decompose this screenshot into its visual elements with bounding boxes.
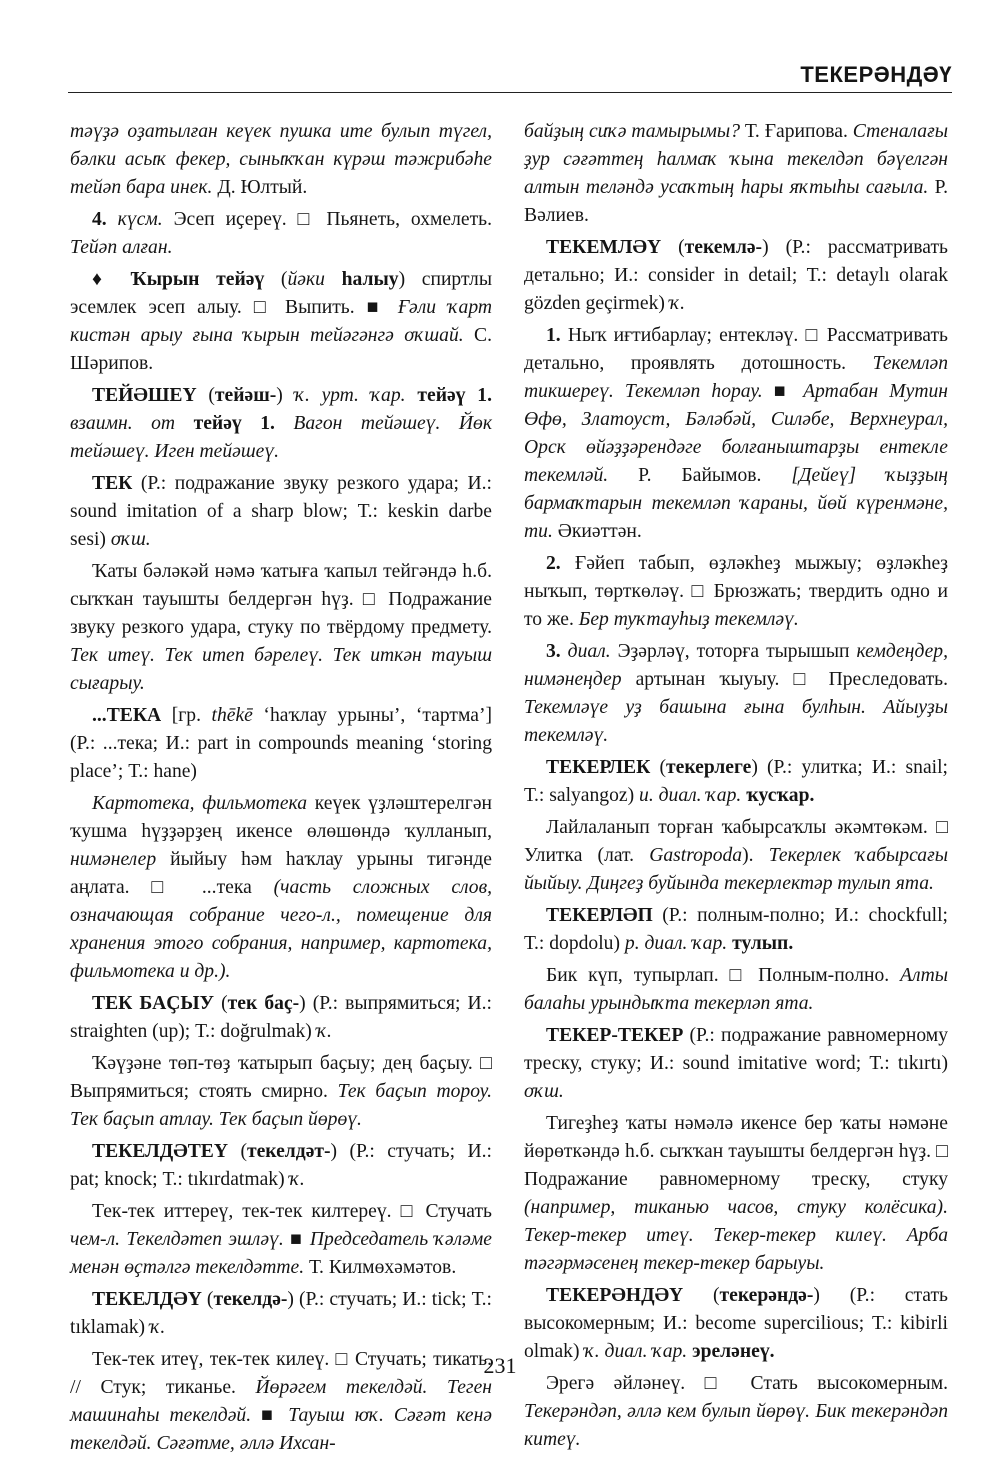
right-column (524, 118, 948, 1458)
dictionary-paragraph: 1. Ныҡ иғтибарлау; ентекләү. □ Рассматривать детально, проявлять дотошность. Текемләп тикшереү. Текемләп һорау. ■ Артабан Мутин Өфө, Златоуст, Бәләбәй, Силәбе, Верхнеурал, Орск өйәҙҙәрендәге болғаныштарҙы ентекле текемләй. Р. Байымов. [Дейеү] ҡыҙҙың бармаҡтарын текемләп ҡараны, йөй күренмәне, ти. Әкиәттән. (524, 325, 948, 542)
dictionary-paragraph: Картотека, фильмотека кеүек үҙләштерелгән ҡушма һүҙҙәрҙең икенсе өлөшөндә ҡулланып, нимәнелер йыйыу һәм һаҡлау урыны тигәнде аңлата. □ ...тека (часть сложных слов, означающая собрание чего-л., помещение для хранения этого собрания, например, картотека, фильмотека и др.). (70, 793, 493, 982)
dictionary-paragraph: 3. диал. Эҙәрләү, тоторға тырышып кемдеңдер, нимәнеңдер артынан ҡыуыу. □ Преследовать. Текемләүе уҙ башына ғына булһын. Айыуҙы текемләү. (524, 641, 948, 746)
dictionary-paragraph: байҙың сиҡә тамырымы? Т. Ғарипова. Стеналағы ҙур сәғәттең һалмаҡ ҡына текелдәп бәүелгән алтын теләндә усаҡтың һары яҡтыһы сағыла. Р. Вәлиев. (524, 121, 949, 226)
dictionary-paragraph: тәүҙә оҙатылған кеүек пушка ите булып түгел, бәлки асыҡ фекер, сыныҡҡан күрәш тәжрибәһе тейәп бара инек. Д. Юлтый. (70, 121, 492, 198)
dictionary-paragraph: ТЕКЕЛДӘҮ (текелдә-) (Р.: стучать; И.: tick; Т.: tıklamak) ҡ. (70, 1289, 492, 1338)
dictionary-paragraph: ТЕКЕРӘНДӘҮ (текерәндә-) (Р.: стать высокомерным; И.: become supercilious; Т.: kibirli olmak) ҡ. диал. ҡар. эреләнеү. (524, 1285, 948, 1362)
dictionary-paragraph: Тек-тек итеү, тек-тек килеү. □ Стучать; тикать. // Стук; тиканье. Йөрәгем текелдәй. Теген машинаһы текелдәй. ■ Тауыш юҡ. Сәғәт кенә текелдәй. Сәғәтме, әллә Ихсан- (70, 1349, 493, 1454)
running-head-title: ТЕКЕРӘНДӘҮ (800, 62, 952, 87)
dictionary-paragraph: Лайлаланып торған ҡабырсаҡлы әкәмтөкәм. □ Улитка (лат. Gastropoda). Текерлек ҡабырсағы йыйыу. Диңгеҙ буйында текерлектәр тулып ята. (524, 817, 948, 894)
dictionary-paragraph: ТЕКЕР-ТЕКЕР (Р.: подражание равномерному треску, стуку; И.: sound imitative word; Т.: tıkırtı) оҡш. (524, 1025, 948, 1102)
left-column (70, 118, 492, 1462)
dictionary-paragraph: ТЕКЕРЛӘП (Р.: полным-полно; И.: chockfull; Т.: dopdolu) р. диал. ҡар. тулып. (524, 905, 948, 954)
dictionary-paragraph: Бик күп, тупырлап. □ Полным-полно. Алты балаһы урындыҡта текерләп ята. (524, 965, 948, 1014)
dictionary-paragraph: 2. Ғәйеп табып, өҙләкһеҙ мыжыу; өҙләкһеҙ ныҡып, төрткөләү. □ Брюзжать; твердить одно и то же. Бер туҡтауһыҙ текемләү. (524, 553, 948, 630)
dictionary-paragraph: ТЕКЕМЛӘҮ (текемлә-) (Р.: рассматривать детально; И.: consider in detail; Т.: detaylı olarak gözden geçirmek) ҡ. (524, 237, 948, 314)
dictionary-paragraph: ♦ Ҡырын тейәү (йәки һалыу) спиртлы эсемлек эсеп алыу. □ Выпить. ■ Ғәли ҡарт кистән арыу ғына ҡырын тейәгәнгә оҡшай. С. Шәрипов. (70, 269, 493, 374)
dictionary-paragraph: ТЕК (Р.: подражание звуку резкого удара; И.: sound imitation of a sharp blow; Т.: keskin darbe sesi) оҡш. (70, 473, 492, 550)
dictionary-paragraph: ТЕКЕРЛЕК (текерлеге) (Р.: улитка; И.: snail; Т.: salyangoz) и. диал. ҡар. ҡусҡар. (524, 757, 948, 806)
dictionary-paragraph: ТЕЙӘШЕҮ (тейәш-) ҡ. урт. ҡар. тейәү 1. взаимн. от тейәү 1. Вагон тейәшеү. Йөк тейәшеү. Иген тейәшеү. (70, 385, 492, 462)
dictionary-paragraph: Тек-тек иттереү, тек-тек килтереү. □ Стучать чем-л. Текелдәтеп эшләү. ■ Председатель ҡәләме менән өҫтәлгә текелдәтте. Т. Килмөхәмәтов. (70, 1201, 492, 1278)
dictionary-paragraph: Эрегә әйләнеү. □ Стать высокомерным. Текерәндәп, әллә кем булып йөрөү. Бик текерәндәп китеү. (524, 1373, 948, 1450)
dictionary-paragraph: Ҡаты бәләкәй нәмә ҡатыға ҡапыл тейгәндә һ.б. сыҡҡан тауышты белдергән һүҙ. □ Подражание звуку резкого удара, стуку по твёрдому предмету. Тек итеү. Тек итеп бәрелеү. Тек иткән тауыш сығарыу. (70, 561, 492, 694)
page-number: 231 (483, 1353, 517, 1378)
running-head (68, 56, 952, 93)
dictionary-paragraph: ТЕК БАҪЫУ (тек баҫ-) (Р.: выпрямиться; И.: straighten (up); Т.: doğrulmak) ҡ. (70, 993, 492, 1042)
dictionary-paragraph: ...ТЕКА [гр. thēkē ‘һаҡлау урыны’, ‘тартма’] (Р.: ...тека; И.: part in compounds meaning ‘storing place’; Т.: hane) (70, 705, 492, 782)
dictionary-paragraph: ТЕКЕЛДӘТЕҮ (текелдәт-) (Р.: стучать; И.: pat; knock; Т.: tıkırdatmak) ҡ. (70, 1141, 492, 1190)
dictionary-paragraph: 4. күсм. Эсеп иҫереү. □ Пьянеть, охмелеть. Тейәп алған. (70, 209, 492, 258)
dictionary-paragraph: Ҡәүҙәне төп-төҙ ҡатырып баҫыу; дең баҫыу. □ Выпрямиться; стоять смирно. Тек баҫып тороу. Тек баҫып атлау. Тек баҫып йөрөү. (70, 1053, 492, 1130)
dictionary-paragraph: Тигеҙһеҙ ҡаты нәмәлә икенсе бер ҡаты нәмәне йөрөткәндә һ.б. сыҡҡан тауышты белдергән һүҙ. □ Подражание равномерному треску, стуку (например, тиканью часов, стуку колёсика). Текер-текер итеү. Текер-текер килеү. Арба тәгәрмәсенең текер-текер барыуы. (524, 1113, 948, 1274)
